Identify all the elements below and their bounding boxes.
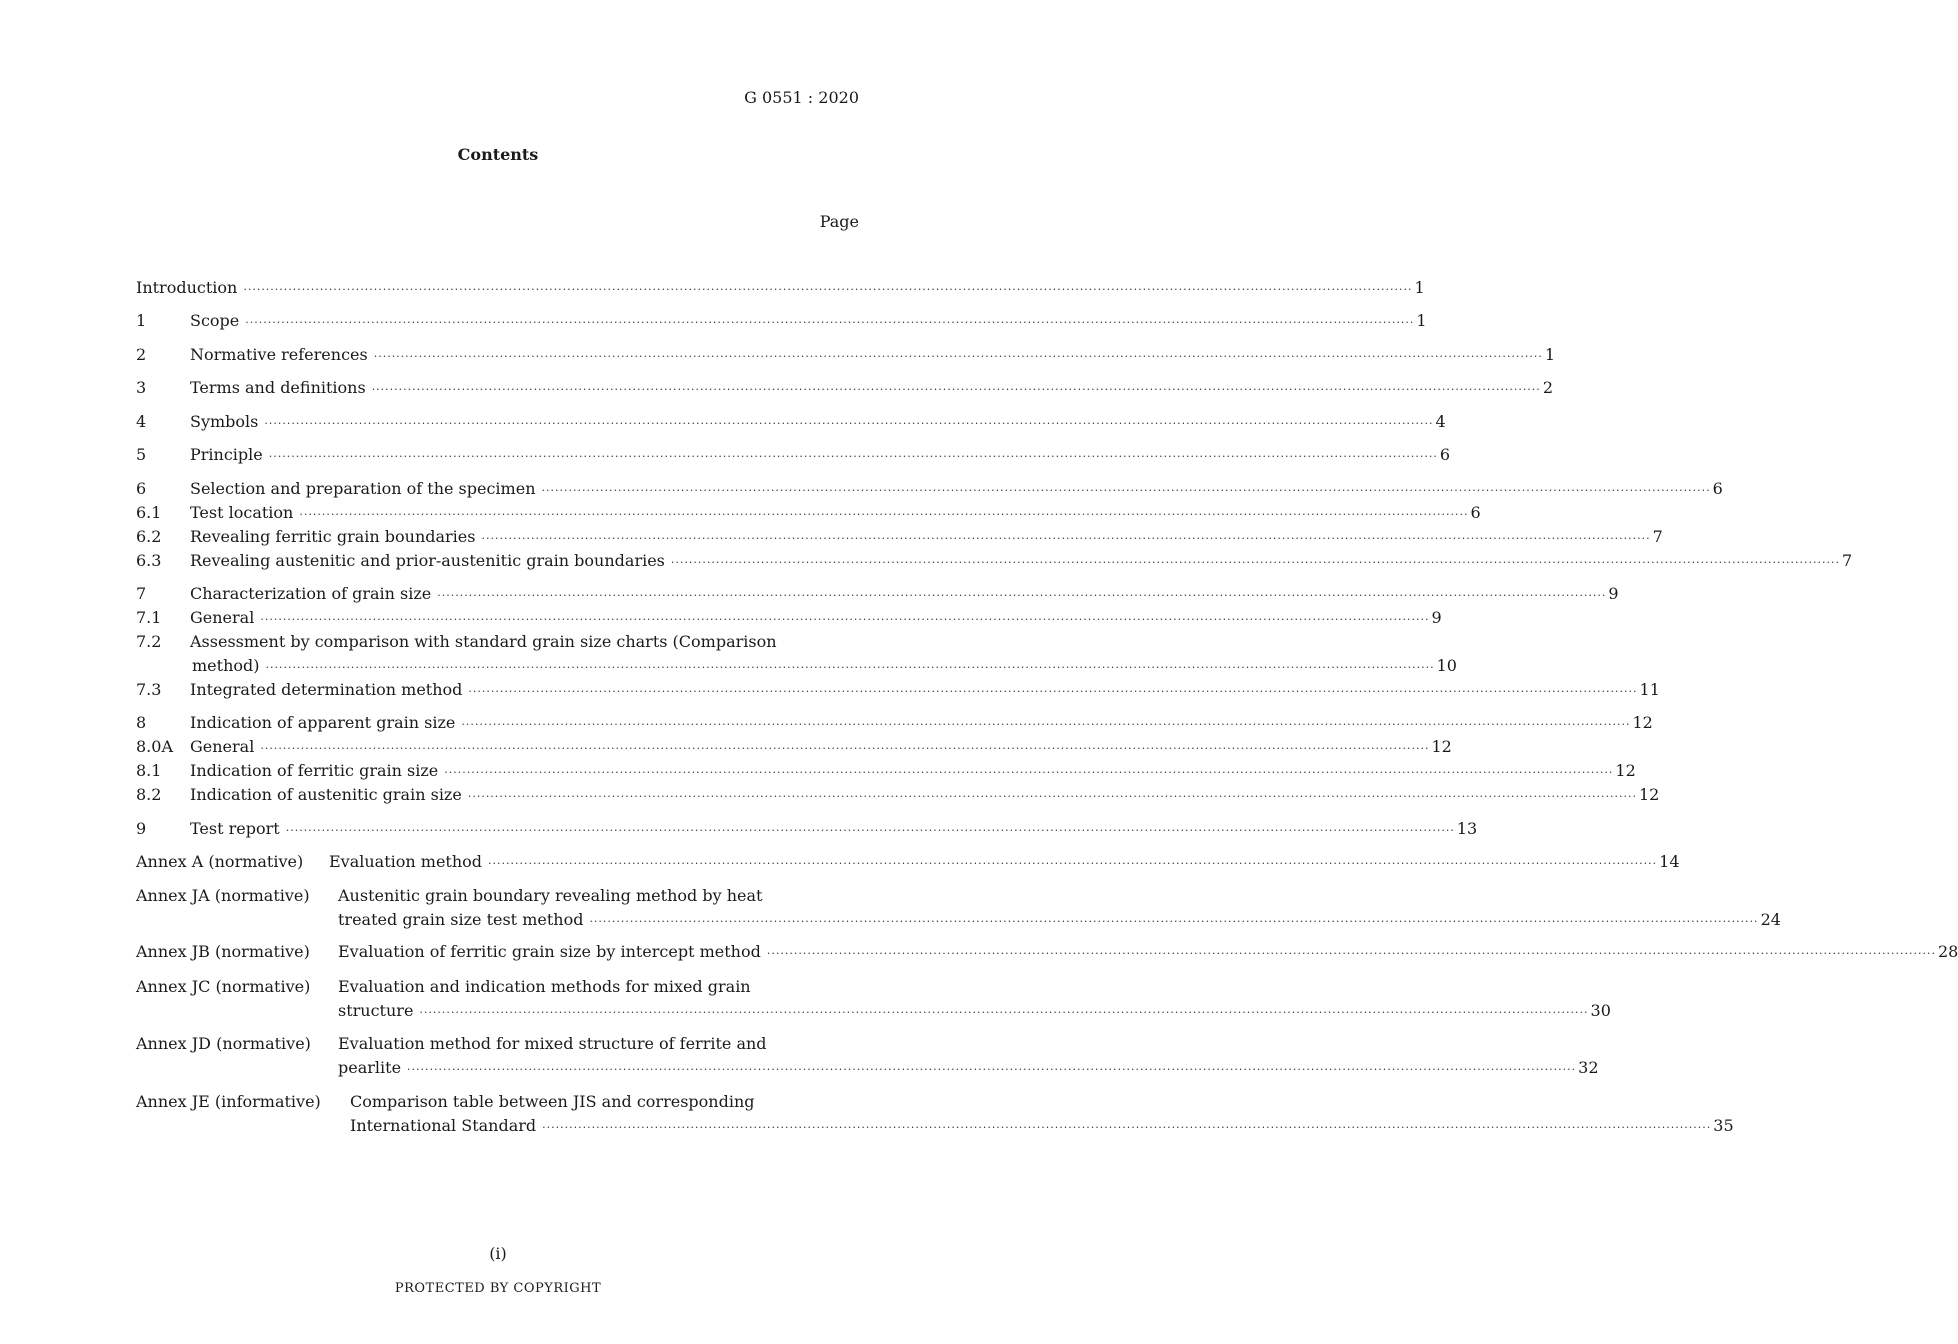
dot-leader: ····································································································································································································································································	[299, 508, 1469, 521]
toc-number: 4	[136, 412, 147, 431]
toc-page-number: 12	[1431, 737, 1452, 756]
toc-page-number: 7	[1842, 551, 1853, 570]
toc-entry-title: Test location	[190, 503, 294, 522]
dot-leader: ····································································································································································································································································	[766, 947, 1936, 960]
toc-entry[interactable]	[338, 1057, 1599, 1079]
toc-entry[interactable]	[190, 736, 1452, 758]
copyright-notice: PROTECTED BY COPYRIGHT	[394, 1281, 602, 1296]
toc-entry[interactable]	[190, 818, 1478, 840]
toc-page-number: 12	[1632, 713, 1653, 732]
toc-entry-title: Terms and definitions	[190, 378, 366, 397]
toc-entry-title[interactable]: Austenitic grain boundary revealing method by heat	[338, 886, 763, 905]
dot-leader: ····································································································································································································································································	[260, 742, 1430, 755]
dot-leader: ····································································································································································································································································	[245, 316, 1415, 329]
dot-leader: ····································································································································································································································································	[589, 915, 1759, 928]
dot-leader: ····································································································································································································································································	[467, 790, 1637, 803]
dot-leader: ····································································································································································································································································	[268, 450, 1438, 463]
toc-page-number: 24	[1760, 910, 1781, 929]
toc-entry-title[interactable]: Evaluation method for mixed structure of ferrite and	[338, 1034, 767, 1053]
toc-entry[interactable]	[190, 607, 1442, 629]
toc-number: 8.0A	[136, 737, 173, 756]
toc-number: Annex A (normative)	[136, 852, 304, 871]
dot-leader: ····································································································································································································································································	[437, 589, 1607, 602]
toc-number: 8.2	[136, 785, 162, 804]
toc-page-number: 4	[1435, 412, 1446, 431]
toc-number: Annex JD (normative)	[136, 1034, 311, 1053]
toc-entry[interactable]	[190, 784, 1660, 806]
toc-entry[interactable]	[338, 941, 1958, 963]
toc-entry-title[interactable]: Evaluation and indication methods for mixed grain	[338, 977, 751, 996]
toc-entry[interactable]	[190, 712, 1653, 734]
toc-number: 8	[136, 713, 147, 732]
toc-page-number: 6	[1439, 445, 1451, 464]
toc-entry[interactable]	[338, 909, 1781, 931]
toc-number: 1	[136, 311, 147, 330]
toc-entry[interactable]	[190, 760, 1636, 782]
dot-leader: ····································································································································································································································································	[419, 1006, 1589, 1019]
page-column-label: Page	[819, 212, 859, 231]
toc-number: 6.2	[136, 527, 162, 546]
toc-entry-title: Scope	[190, 311, 240, 330]
toc-entry-title: Principle	[190, 445, 263, 464]
toc-entry-title: Revealing austenitic and prior-austenitic grain boundaries	[190, 551, 665, 570]
toc-number: Annex JB (normative)	[136, 942, 310, 961]
toc-entry-title-continued: pearlite	[338, 1058, 402, 1077]
toc-number: 9	[136, 819, 147, 838]
toc-page-number: 35	[1713, 1116, 1734, 1135]
toc-page-number: 14	[1659, 852, 1680, 871]
toc-number: Annex JA (normative)	[136, 886, 310, 905]
toc-entry[interactable]	[190, 583, 1619, 605]
toc-entry[interactable]	[190, 411, 1446, 433]
footer-page-number: (i)	[489, 1244, 507, 1263]
toc-page-number: 13	[1456, 819, 1478, 838]
toc-page-number: 12	[1615, 761, 1636, 780]
toc-number: 5	[136, 445, 147, 464]
toc-entry-title: Indication of ferritic grain size	[190, 761, 439, 780]
dot-leader: ····································································································································································································································································	[481, 532, 1651, 545]
toc-page-number: 28	[1937, 942, 1958, 961]
toc-page-number: 32	[1578, 1058, 1599, 1077]
toc-entry-title: Evaluation of ferritic grain size by intercept method	[338, 942, 761, 961]
dot-leader: ····································································································································································································································································	[265, 661, 1435, 674]
toc-page-number: 12	[1638, 785, 1660, 804]
toc-number: Annex JC (normative)	[136, 977, 311, 996]
toc-entry-title: Evaluation method	[329, 852, 483, 871]
dot-leader: ····································································································································································································································································	[542, 1121, 1712, 1134]
dot-leader: ····································································································································································································································································	[260, 613, 1430, 626]
toc-entry[interactable]	[190, 679, 1660, 701]
dot-leader: ····································································································································································································································································	[670, 556, 1841, 569]
toc-number: 8.1	[136, 761, 162, 780]
page-title: Contents	[457, 145, 539, 164]
toc-entry-title: Indication of apparent grain size	[190, 713, 456, 732]
toc-entry-title-continued: structure	[338, 1001, 414, 1020]
dot-leader: ····································································································································································································································································	[444, 766, 1614, 779]
toc-entry[interactable]	[350, 1115, 1734, 1137]
toc-page-number: 6	[1470, 503, 1481, 522]
toc-entry-title[interactable]: Assessment by comparison with standard grain size charts (Comparison	[190, 632, 777, 651]
dot-leader: ····································································································································································································································································	[285, 824, 1455, 837]
dot-leader: ····································································································································································································································································	[468, 685, 1638, 698]
toc-number: Annex JE (informative)	[136, 1092, 321, 1111]
dot-leader: ····································································································································································································································································	[371, 383, 1541, 396]
toc-page-number: 9	[1608, 584, 1619, 603]
toc-entry[interactable]	[190, 344, 1556, 366]
toc-number: 3	[136, 378, 147, 397]
toc-page-number: 7	[1652, 527, 1663, 546]
toc-entry-title-continued: method)	[192, 656, 260, 675]
toc-entry-title: Symbols	[190, 412, 259, 431]
dot-leader: ····································································································································································································································································	[373, 350, 1543, 363]
toc-page-number: 2	[1542, 378, 1553, 397]
toc-entry[interactable]	[329, 851, 1680, 873]
toc-entry-title: General	[190, 737, 255, 756]
toc-page-number: 10	[1436, 656, 1457, 675]
toc-entry-title: Revealing ferritic grain boundaries	[190, 527, 476, 546]
toc-entry-title: Introduction	[136, 278, 238, 297]
toc-number: 7.2	[136, 632, 162, 651]
toc-entry[interactable]	[190, 478, 1723, 500]
toc-page-number: 11	[1639, 680, 1660, 699]
toc-entry[interactable]	[192, 655, 1457, 677]
toc-entry[interactable]	[190, 526, 1663, 548]
dot-leader: ····································································································································································································································································	[541, 484, 1711, 497]
toc-entry-title: Characterization of grain size	[190, 584, 432, 603]
toc-page-number: 9	[1431, 608, 1442, 627]
toc-entry[interactable]	[190, 550, 1853, 572]
dot-leader: ····································································································································································································································································	[407, 1063, 1577, 1076]
toc-entry[interactable]	[136, 277, 1425, 299]
dot-leader: ····································································································································································································································································	[264, 417, 1434, 430]
toc-entry-title: Selection and preparation of the specimen	[190, 479, 536, 498]
standard-identifier: G 0551 : 2020	[744, 88, 859, 107]
toc-entry[interactable]	[190, 502, 1481, 524]
toc-page-number: 1	[1414, 278, 1425, 297]
toc-entry-title: Indication of austenitic grain size	[190, 785, 462, 804]
toc-number: 7.3	[136, 680, 162, 699]
toc-entry[interactable]	[338, 1000, 1611, 1022]
toc-number: 6.1	[136, 503, 162, 522]
toc-entry[interactable]	[190, 444, 1451, 466]
toc-entry[interactable]	[190, 377, 1553, 399]
toc-number: 6	[136, 479, 147, 498]
toc-entry-title: General	[190, 608, 255, 627]
toc-page-number: 6	[1712, 479, 1723, 498]
toc-entry-title-continued: International Standard	[350, 1116, 537, 1135]
toc-entry-title: Integrated determination method	[190, 680, 463, 699]
toc-number: 6.3	[136, 551, 162, 570]
toc-entry-title: Test report	[190, 819, 280, 838]
toc-page-number: 30	[1590, 1001, 1611, 1020]
toc-number: 7	[136, 584, 147, 603]
dot-leader: ····································································································································································································································································	[461, 718, 1631, 731]
toc-entry-title-continued: treated grain size test method	[338, 910, 584, 929]
toc-entry-title: Normative references	[190, 345, 368, 364]
dot-leader: ····································································································································································································································································	[243, 283, 1413, 296]
toc-entry[interactable]	[190, 310, 1427, 332]
toc-entry-title[interactable]: Comparison table between JIS and corresponding	[350, 1092, 755, 1111]
toc-number: 2	[136, 345, 147, 364]
toc-number: 7.1	[136, 608, 162, 627]
dot-leader: ····································································································································································································································································	[488, 857, 1658, 870]
toc-page-number: 1	[1544, 345, 1556, 364]
toc-page-number: 1	[1416, 311, 1427, 330]
